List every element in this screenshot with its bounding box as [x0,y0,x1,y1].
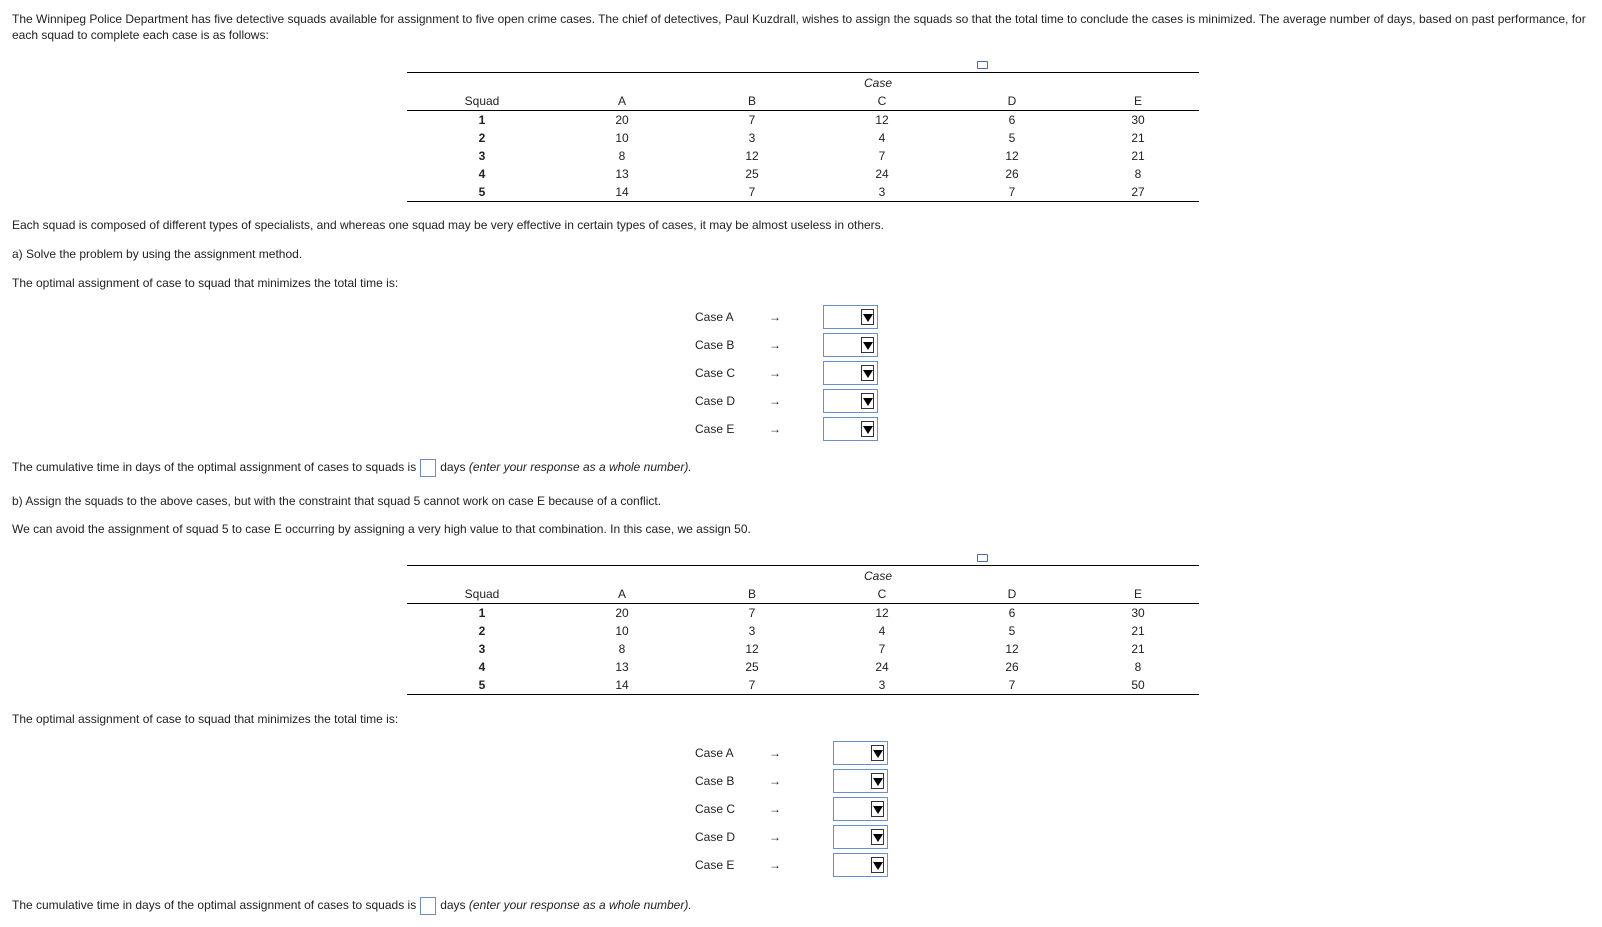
cumulative-hint: (enter your response as a whole number). [468,898,692,913]
table-row [407,622,1199,640]
table-row [407,129,1199,147]
cumulative-suffix: days [440,898,466,913]
arrow-icon: → [769,338,781,352]
squad-select-case-c[interactable] [833,797,888,821]
table-row [407,640,1199,658]
cell: 3 [817,183,947,202]
copy-table-icon[interactable] [977,554,988,562]
chevron-down-icon [861,309,874,325]
cell: 7 [748,113,756,127]
cell: 3 [817,676,947,695]
squad-number: 5 [407,676,557,695]
cell: 30 [1131,606,1145,620]
cell: 13 [615,167,629,181]
cell: 20 [615,113,629,127]
arrow-icon: → [769,858,781,872]
copy-table-icon[interactable] [977,61,988,69]
cell: 24 [875,660,889,674]
part-b-heading: b) Assign the squads to the above cases, but with the constraint that squad 5 cannot work on case E because of a conflict. [12,494,662,508]
part-b-explanation: We can avoid the assignment of squad 5 to case E occurring by assigning a very high value to that combination. In this case, we assign 50. [12,522,751,536]
cumulative-days-input[interactable] [420,459,436,477]
col-header-e: E [1077,92,1199,111]
cumulative-suffix: days [440,460,466,475]
case-e-label: Case E [695,422,735,436]
case-d-label: Case D [695,830,736,844]
cell: 10 [615,624,629,638]
table-row [407,658,1199,676]
arrow-icon: → [769,774,781,788]
part-b-prompt: The optimal assignment of case to squad that minimizes the total time is: [12,712,399,726]
cell: 12 [745,149,759,163]
cell: 8 [1134,660,1142,674]
arrow-icon: → [769,366,781,380]
squad-number: 5 [407,183,557,202]
squad-select-case-b[interactable] [833,769,888,793]
squad-select-case-d[interactable] [823,389,878,413]
cumulative-prefix: The cumulative time in days of the optimal assignment of cases to squads is [12,898,417,913]
cumulative-days-input[interactable] [420,897,436,915]
cell: 26 [1005,660,1019,674]
cell: 13 [615,660,629,674]
cell: 21 [1131,149,1145,163]
col-header-c: C [817,585,947,604]
cumulative-hint: (enter your response as a whole number). [468,460,692,475]
chevron-down-icon [871,745,884,761]
squad-select-case-b[interactable] [823,333,878,357]
case-c-label: Case C [695,802,736,816]
cell: 6 [1008,113,1016,127]
col-header-e: E [1077,585,1199,604]
squad-select-case-a[interactable] [823,305,878,329]
chevron-down-icon [861,421,874,437]
cell: 7 [687,676,817,695]
intro-text: The Winnipeg Police Department has five detective squads available for assignment to five open crime cases. The chief of detectives, Paul Kuzdrall, wishes to assign the squads so that the total time to conclude the cases is minimized. The average number of days, based on past performance, for each squad to complete each case is as follows: [12,12,1586,42]
col-header-b: B [687,585,817,604]
chevron-down-icon [861,365,874,381]
cell: 25 [745,167,759,181]
arrow-icon: → [769,422,781,436]
arrow-icon: → [769,394,781,408]
note-text: Each squad is composed of different types of specialists, and whereas one squad may be very effective in certain types of cases, it may be almost useless in others. [12,218,885,232]
case-a-label: Case A [695,746,734,760]
arrow-icon: → [769,746,781,760]
cell: 25 [745,660,759,674]
cell: 7 [947,183,1077,202]
cell: 7 [748,606,756,620]
col-header-a: A [557,585,687,604]
case-title: Case [864,568,893,583]
cumulative-prefix: The cumulative time in days of the optimal assignment of cases to squads is [12,460,417,475]
cell: 30 [1131,113,1145,127]
cell: 7 [947,676,1077,695]
part-a-cumulative-line [12,459,692,477]
chevron-down-icon [871,801,884,817]
chevron-down-icon [861,337,874,353]
squad-number: 1 [478,606,486,620]
chevron-down-icon [871,857,884,873]
cell: 3 [748,131,756,145]
cell: 26 [1005,167,1019,181]
squad-number: 1 [478,113,486,127]
chevron-down-icon [861,393,874,409]
case-a-label: Case A [695,310,734,324]
cell: 14 [557,676,687,695]
cell: 12 [745,642,759,656]
squad-number: 3 [478,149,486,163]
col-header-b: B [687,92,817,111]
part-b-cumulative-line [12,897,692,915]
cell: 6 [1008,606,1016,620]
table-row [407,165,1199,183]
cell: 12 [1005,149,1019,163]
cell: 7 [878,149,886,163]
table-row [407,604,1199,623]
cell: 7 [687,183,817,202]
table-row [407,111,1199,130]
cell: 12 [875,606,889,620]
chevron-down-icon [871,829,884,845]
squad-select-case-e[interactable] [833,853,888,877]
squad-number: 2 [478,624,486,638]
col-header-a: A [557,92,687,111]
col-header-d: D [947,585,1077,604]
arrow-icon: → [769,802,781,816]
cell: 14 [557,183,687,202]
cell: 5 [1008,131,1016,145]
cell: 8 [1134,167,1142,181]
squad-select-case-d[interactable] [833,825,888,849]
cell: 20 [615,606,629,620]
col-header-d: D [947,92,1077,111]
days-table-1 [407,72,1199,202]
case-d-label: Case D [695,394,736,408]
case-b-label: Case B [695,774,735,788]
col-header-c: C [817,92,947,111]
squad-select-case-e[interactable] [823,417,878,441]
squad-number: 4 [478,167,486,181]
squad-number: 4 [478,660,486,674]
cell: 50 [1077,676,1199,695]
squad-header: Squad [407,92,557,111]
cell: 21 [1131,642,1145,656]
case-e-label: Case E [695,858,735,872]
cell: 8 [618,642,626,656]
squad-header: Squad [407,585,557,604]
case-c-label: Case C [695,366,736,380]
cell: 21 [1131,131,1145,145]
table-row [407,147,1199,165]
chevron-down-icon [871,773,884,789]
squad-select-case-c[interactable] [823,361,878,385]
cell: 27 [1077,183,1199,202]
part-a-heading: a) Solve the problem by using the assignment method. [12,247,303,261]
cell: 12 [875,113,889,127]
cell: 12 [1005,642,1019,656]
table-row [407,183,1199,202]
squad-select-case-a[interactable] [833,741,888,765]
squad-number: 3 [478,642,486,656]
cell: 10 [615,131,629,145]
arrow-icon: → [769,830,781,844]
cell: 3 [748,624,756,638]
arrow-icon: → [769,310,781,324]
cell: 24 [875,167,889,181]
cell: 5 [1008,624,1016,638]
cell: 21 [1131,624,1145,638]
days-table-2 [407,565,1199,695]
case-title: Case [864,75,893,90]
case-b-label: Case B [695,338,735,352]
squad-number: 2 [478,131,486,145]
part-a-prompt: The optimal assignment of case to squad that minimizes the total time is: [12,276,399,290]
cell: 8 [618,149,626,163]
table-row [407,676,1199,695]
cell: 7 [878,642,886,656]
cell: 4 [878,624,886,638]
cell: 4 [878,131,886,145]
